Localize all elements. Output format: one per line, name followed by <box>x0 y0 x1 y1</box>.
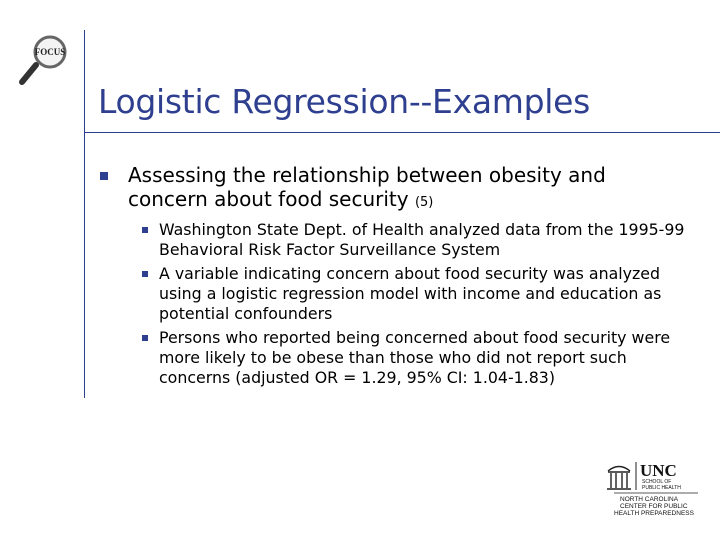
slide-title: Logistic Regression--Examples <box>98 82 591 121</box>
sub-bullet-text: A variable indicating concern about food security was analyzed using a logistic regression model with income and education as potential confounders <box>159 264 662 323</box>
logo-label: FOCUS <box>34 47 66 57</box>
sub-bullet-text: Persons who reported being concerned about food security were more likely to be obese than those who did not report such concerns (adjusted OR = 1.29, 95% CI: 1.04-1.83) <box>159 328 671 387</box>
sub-bullet-text: Washington State Dept. of Health analyzed data from the 1995-99 Behavioral Risk Factor Surveillance System <box>159 220 685 259</box>
main-bullet-text: Assessing the relationship between obesity and concern about food security <box>128 163 606 211</box>
logo-line-3: NORTH CAROLINA <box>620 496 679 503</box>
citation-ref: (5) <box>414 195 434 210</box>
main-bullet <box>128 163 688 215</box>
unc-wordmark: UNC <box>640 461 677 480</box>
logo-line-1: SCHOOL OF <box>642 479 672 485</box>
logo-line-2: PUBLIC HEALTH <box>642 485 681 491</box>
old-well-icon <box>607 467 631 490</box>
sub-bullet-list <box>140 220 700 392</box>
sub-bullet-item <box>140 220 700 260</box>
logo-line-4: CENTER FOR PUBLIC <box>620 503 688 510</box>
sub-bullet-marker <box>142 227 148 233</box>
sub-bullet-item <box>140 264 700 324</box>
sub-bullet-marker <box>142 335 148 341</box>
sub-bullet-marker <box>142 271 148 277</box>
sub-bullet-item <box>140 328 700 388</box>
logo-line-5: HEALTH PREPAREDNESS <box>614 510 694 517</box>
unc-preparedness-logo <box>606 460 702 518</box>
title-underline <box>84 132 720 133</box>
bullet-marker <box>100 172 108 180</box>
focus-magnifier-logo <box>6 30 86 94</box>
